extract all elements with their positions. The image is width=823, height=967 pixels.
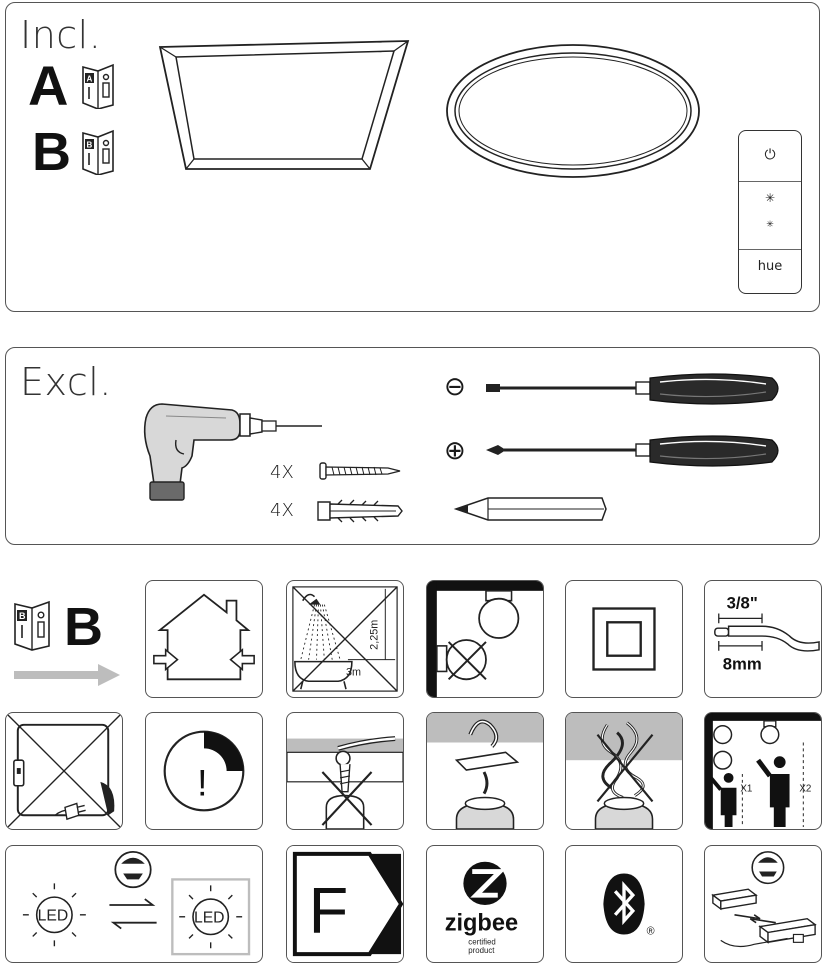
not-dimmable-pictogram	[145, 712, 263, 830]
flat-screwdriver-icon	[484, 372, 784, 408]
class-two-insulation-pictogram	[565, 580, 683, 698]
included-panel	[5, 2, 820, 312]
exclamation-mark: !	[197, 761, 208, 804]
energy-class-label-pictogram	[286, 845, 404, 963]
bathroom-height-label: 2,25m	[368, 619, 381, 650]
phillips-screwdriver-icon	[484, 434, 784, 470]
wall-plug-icon	[316, 496, 404, 526]
registered-mark: ®	[646, 925, 655, 938]
screw-quantity: 4X	[270, 462, 294, 483]
see-manual-b-pictogram	[12, 592, 124, 692]
correct-mounting-block-pictogram	[426, 712, 544, 830]
excluded-title: Excl.	[20, 360, 112, 404]
arrow-right-icon	[14, 664, 122, 686]
not-for-recessed-mounting-pictogram	[426, 580, 544, 698]
zigbee-certified-text: certified	[468, 937, 496, 947]
person-one-label: X1	[740, 783, 753, 795]
hue-label: hue	[757, 259, 783, 274]
energy-class-letter: F	[308, 873, 349, 947]
person-two-label: X2	[799, 783, 812, 795]
led-replaceable-by-professional-pictogram	[5, 845, 263, 963]
bathroom-zone-warning-pictogram	[286, 580, 404, 698]
svg-text:A: A	[86, 74, 93, 84]
brightness-down-icon: ✳	[766, 220, 774, 230]
zigbee-name: zigbee	[444, 909, 519, 936]
no-excess-wire-pictogram	[565, 712, 683, 830]
led-left-label: LED	[37, 907, 69, 925]
zigbee-product-text: product	[468, 946, 495, 956]
wall-plug-quantity: 4X	[270, 500, 294, 521]
flat-screwdriver-symbol: ⊖	[444, 372, 466, 402]
svg-text:B: B	[19, 611, 26, 621]
indoor-use-only-pictogram	[145, 580, 263, 698]
remote-divider	[739, 181, 801, 182]
round-panel-light-icon	[443, 41, 703, 181]
led-right-label: LED	[193, 909, 225, 927]
manual-a-icon	[80, 61, 116, 109]
square-panel-light-icon	[156, 35, 416, 175]
wire-strip-length-pictogram	[704, 580, 822, 698]
included-title: Incl.	[20, 13, 102, 57]
phillips-screwdriver-symbol: ⊕	[444, 436, 466, 466]
no-pendant-socket-pictogram	[286, 712, 404, 830]
drill-icon	[136, 396, 326, 506]
brightness-up-icon: ✳	[764, 191, 776, 205]
manual-b-letter: B	[64, 597, 103, 657]
no-plug-in-connection-pictogram	[5, 712, 123, 830]
driver-replaceable-by-professional-pictogram	[704, 845, 822, 963]
screw-icon	[318, 460, 402, 482]
wire-strip-imperial-label: 3/8"	[726, 593, 758, 613]
bluetooth-logo	[565, 845, 683, 963]
zigbee-certified-logo	[426, 845, 544, 963]
pencil-icon	[452, 494, 612, 524]
remote-divider	[739, 249, 801, 250]
excluded-panel	[5, 347, 820, 545]
power-icon: ⏻	[764, 147, 776, 163]
mounting-height-pictogram	[704, 712, 822, 830]
manual-b-booklet-icon	[12, 596, 52, 652]
manual-a-letter: A	[28, 54, 69, 117]
manual-b-letter: B	[32, 122, 71, 182]
svg-text:B: B	[86, 140, 93, 150]
manual-b-icon	[80, 127, 116, 175]
bathroom-distance-label: 3m	[345, 666, 361, 679]
hue-dimmer-remote	[738, 130, 802, 294]
wire-strip-metric-label: 8mm	[722, 654, 762, 674]
